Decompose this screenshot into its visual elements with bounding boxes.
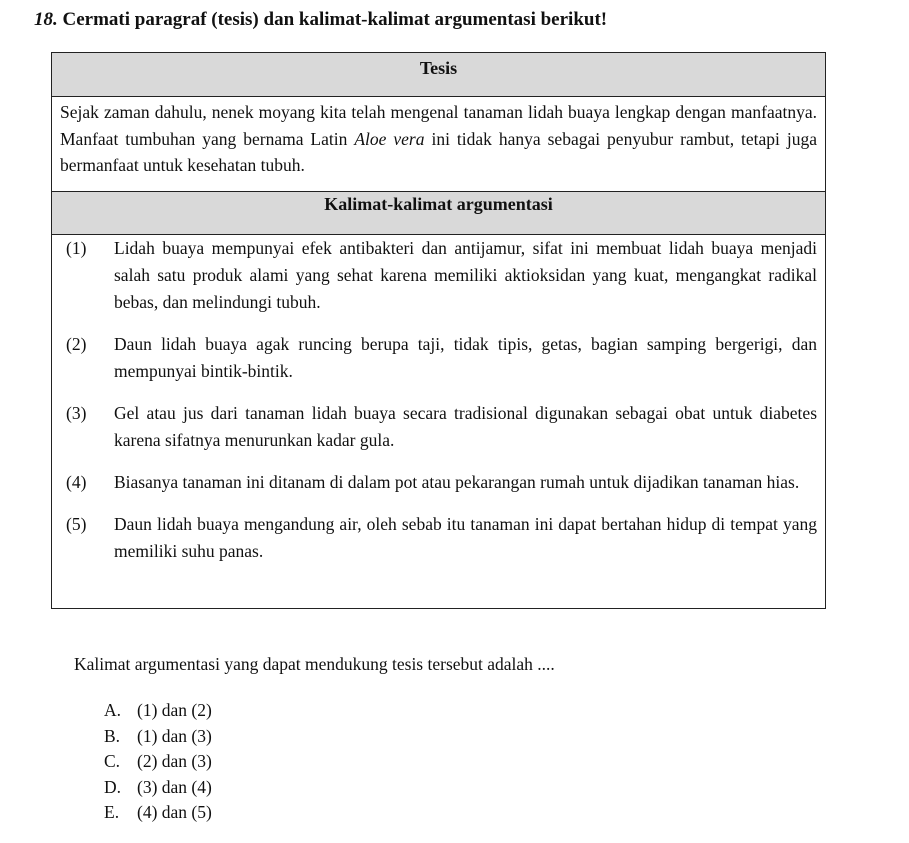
argument-item	[52, 469, 817, 496]
answer-option-b[interactable]	[104, 724, 212, 750]
argument-number: (1)	[66, 238, 87, 258]
option-letter: E.	[104, 802, 120, 822]
argument-text: Lidah buaya mempunyai efek antibakteri dan antijamur, sifat ini membuat lidah buaya menjadi salah satu produk alami yang sehat karena memiliki aktioksidan yang kuat, mengangkat radikal bebas, dan melindungi tubuh.	[114, 238, 817, 312]
argument-text: Biasanya tanaman ini ditanam di dalam pot atau pekarangan rumah untuk dijadikan tanaman hias.	[114, 472, 800, 492]
answer-option-a[interactable]	[104, 698, 212, 724]
option-letter: C.	[104, 751, 121, 771]
option-text: (2) dan (3)	[137, 751, 212, 771]
option-letter: A.	[104, 700, 122, 720]
argument-number: (5)	[66, 514, 87, 534]
tesis-text-after: ini tidak hanya sebagai penyubur rambut, tetapi juga bermanfaat untuk kesehatan tubuh.	[60, 128, 818, 175]
option-letter: D.	[104, 776, 122, 797]
tesis-header: Tesis	[52, 53, 825, 97]
argument-text: Daun lidah buaya agak runcing berupa taji, tidak tipis, getas, bagian samping bergerigi, dan mempunyai bintik-bintik.	[114, 334, 817, 381]
arguments-header: Kalimat-kalimat argumentasi	[52, 192, 825, 235]
argument-number: (3)	[66, 403, 87, 423]
option-text: (1) dan (3)	[137, 725, 212, 746]
question-number: 18.	[34, 9, 58, 30]
content-table	[51, 52, 826, 609]
option-text: (4) dan (5)	[137, 802, 212, 822]
argument-text: Gel atau jus dari tanaman lidah buaya secara tradisional digunakan sebagai obat untuk diabetes karena sifatnya menurunkan kadar gula.	[114, 403, 817, 450]
arguments-list	[52, 235, 825, 565]
argument-text: Daun lidah buaya mengandung air, oleh sebab itu tanaman ini dapat bertahan hidup di tempat yang memiliki suhu panas.	[114, 514, 817, 561]
argument-item	[52, 331, 817, 385]
answer-option-e[interactable]	[104, 800, 212, 826]
answer-option-d[interactable]	[104, 775, 212, 801]
question-title	[34, 9, 607, 31]
question-prompt: Kalimat argumentasi yang dapat mendukung tesis tersebut adalah ....	[74, 654, 555, 674]
argument-item	[52, 400, 817, 454]
tesis-latin-name: Aloe vera	[354, 128, 425, 149]
answer-options	[104, 698, 212, 826]
question-text: Cermati paragraf (tesis) dan kalimat-kalimat argumentasi berikut!	[62, 9, 608, 30]
option-letter: B.	[104, 725, 121, 746]
tesis-paragraph	[52, 97, 825, 192]
tesis-text-before: Sejak zaman dahulu, nenek moyang kita telah mengenal tanaman lidah buaya lengkap dengan manfaatnya. Manfaat tumbuhan yang bernama Latin	[60, 102, 817, 149]
argument-item	[52, 235, 817, 316]
argument-number: (2)	[66, 334, 87, 354]
answer-option-c[interactable]	[104, 749, 212, 775]
option-text: (3) dan (4)	[137, 776, 212, 797]
option-text: (1) dan (2)	[137, 700, 212, 720]
argument-item	[52, 511, 817, 565]
argument-number: (4)	[66, 472, 87, 492]
